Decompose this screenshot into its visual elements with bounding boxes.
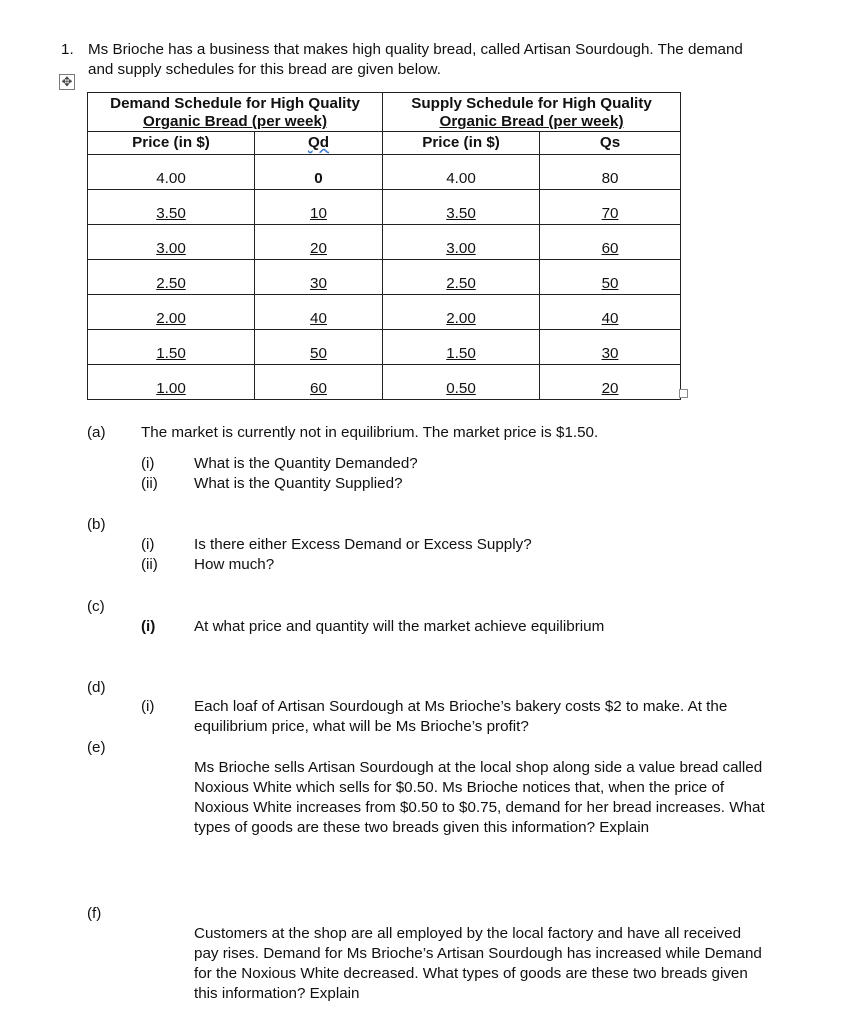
qd-cell-value: 50 [310,345,327,362]
question-e-line-3: Noxious White increases from $0.50 to $0.75, demand for her bread increases. What [194,799,765,816]
qd-cell-value: 0 [314,170,323,187]
question-f-line-2: pay rises. Demand for Ms Brioche’s Artisan Sourdough has increased while Demand [194,945,762,962]
question-a-i-label: (i) [141,455,155,472]
qd-cell [255,155,383,190]
demand-price-cell-value: 2.00 [156,310,186,327]
supply-price-cell-value: 4.00 [446,170,476,187]
supply-price-cell-value: 3.50 [446,205,476,222]
supply-price-cell-value: 2.50 [446,275,476,292]
qs-header: Qs [540,132,681,155]
question-e-line-1: Ms Brioche sells Artisan Sourdough at the local shop along side a value bread called [194,759,763,776]
supply-schedule-title [383,93,681,132]
qs-cell-value: 80 [601,170,619,187]
supply-price-cell [383,365,540,400]
question-d-line-1: Each loaf of Artisan Sourdough at Ms Brioche’s bakery costs $2 to make. At the [194,698,728,715]
schedule-table [87,92,681,400]
table-row [88,155,681,190]
question-e-label: (e) [87,739,106,756]
demand-price-cell-value: 4.00 [156,170,186,187]
qd-cell-value: 20 [310,240,327,257]
question-c-label: (c) [87,598,105,615]
qd-cell [255,260,383,295]
question-b-ii-text: How much? [194,556,275,573]
question-c-i-label: (i) [141,618,156,635]
table-resize-handle-icon[interactable] [679,389,688,398]
demand-price-cell [88,365,255,400]
question-b-i-text: Is there either Excess Demand or Excess Supply? [194,536,532,553]
qs-cell-value: 50 [601,275,619,292]
supply-price-cell-value: 1.50 [446,345,476,362]
question-d-label: (d) [87,679,106,696]
demand-price-header: Price (in $) [88,132,255,155]
question-a-ii-label: (ii) [141,475,158,492]
demand-title-line-1: Demand Schedule for High Quality [110,95,360,112]
table-row [88,225,681,260]
question-e-line-4: types of goods are these two breads given this information? Explain [194,819,650,836]
qs-cell-value: 60 [601,240,619,257]
qs-cell-value: 40 [601,310,619,327]
supply-price-cell-value: 0.50 [446,380,476,397]
qs-cell [540,155,681,190]
question-a-label: (a) [87,424,106,441]
question-f-label: (f) [87,905,102,922]
qd-header [255,132,383,155]
question-f-line-3: for the Noxious White decreased. What types of goods are these two breads given [194,965,748,982]
demand-price-cell [88,295,255,330]
demand-price-cell [88,330,255,365]
intro-line-2: and supply schedules for this bread are given below. [88,61,441,78]
qs-cell [540,365,681,400]
question-c-i-text: At what price and quantity will the market achieve equilibrium [194,618,605,635]
table-row [88,190,681,225]
qs-cell [540,260,681,295]
qd-cell-value: 60 [310,380,327,397]
table-row [88,330,681,365]
qs-cell [540,225,681,260]
qs-cell [540,330,681,365]
supply-price-cell [383,190,540,225]
question-f-line-4: this information? Explain [194,985,360,1002]
demand-price-cell-value: 3.00 [156,240,186,257]
demand-price-cell [88,190,255,225]
qs-cell-value: 70 [601,205,619,222]
demand-price-cell-value: 1.50 [156,345,186,362]
question-a-ii-text: What is the Quantity Supplied? [194,475,403,492]
demand-price-cell-value: 2.50 [156,275,186,292]
qs-cell [540,190,681,225]
question-f-line-1: Customers at the shop are all employed by the local factory and have all received [194,925,742,942]
question-number: 1. [61,41,74,58]
qd-cell [255,330,383,365]
supply-title-line-2: Organic Bread (per week) [439,113,624,130]
table-row [88,260,681,295]
demand-price-cell-value: 3.50 [156,205,186,222]
qs-cell-value: 30 [601,345,619,362]
supply-price-header: Price (in $) [383,132,540,155]
qd-cell-value: 30 [310,275,327,292]
qd-header-label: Qd [307,134,330,151]
qs-cell-value: 20 [601,380,619,397]
qd-cell [255,295,383,330]
question-d-i-label: (i) [141,698,155,715]
supply-price-cell [383,295,540,330]
table-row [88,365,681,400]
demand-schedule-title [88,93,383,132]
demand-price-cell [88,225,255,260]
supply-title-line-1: Supply Schedule for High Quality [411,95,652,112]
qd-cell [255,190,383,225]
question-e-line-2: Noxious White which sells for $0.50. Ms Brioche notices that, when the price of [194,779,725,796]
supply-price-cell-value: 3.00 [446,240,476,257]
qd-cell [255,225,383,260]
intro-line-1: Ms Brioche has a business that makes high quality bread, called Artisan Sourdough. The demand [88,41,743,58]
supply-price-cell [383,330,540,365]
qd-cell-value: 40 [310,310,327,327]
demand-price-cell-value: 1.00 [156,380,186,397]
demand-title-line-2: Organic Bread (per week) [143,113,328,130]
qs-cell [540,295,681,330]
table-row [88,295,681,330]
question-b-i-label: (i) [141,536,155,553]
question-a-i-text: What is the Quantity Demanded? [194,455,418,472]
qd-cell [255,365,383,400]
supply-price-cell-value: 2.00 [446,310,476,327]
table-move-handle-icon[interactable]: ✥ [59,74,75,90]
qd-cell-value: 10 [310,205,327,222]
question-a-text: The market is currently not in equilibrium. The market price is $1.50. [141,424,599,441]
demand-price-cell [88,155,255,190]
question-d-line-2: equilibrium price, what will be Ms Brioche’s profit? [194,718,529,735]
supply-price-cell [383,225,540,260]
question-b-label: (b) [87,516,106,533]
supply-price-cell [383,260,540,295]
supply-price-cell [383,155,540,190]
question-b-ii-label: (ii) [141,556,158,573]
demand-price-cell [88,260,255,295]
